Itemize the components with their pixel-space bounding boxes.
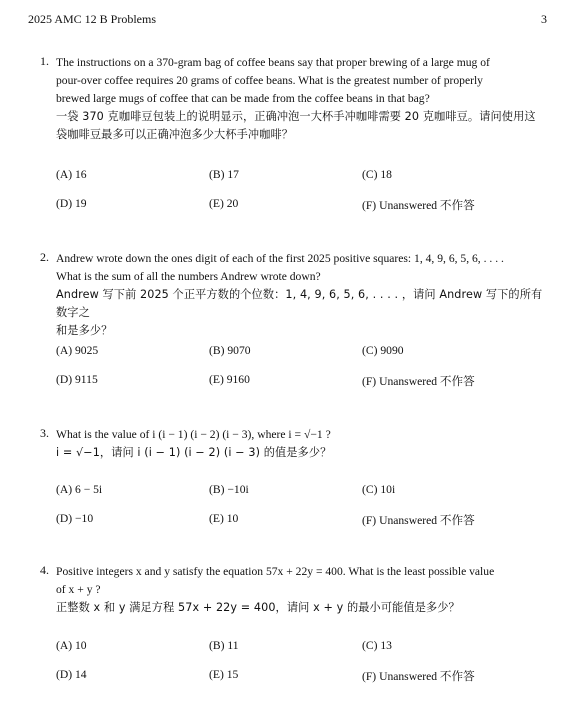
choice-f[interactable]: (F) Unanswered 不作答 xyxy=(362,514,475,527)
problem-1 xyxy=(40,54,550,224)
choice-e[interactable]: (E) 20 xyxy=(209,197,239,210)
choice-a[interactable]: (A) 6 − 5i xyxy=(56,483,103,496)
problem-text xyxy=(56,426,550,462)
choice-c[interactable]: (C) 9090 xyxy=(362,344,404,357)
english-line: of x + y ? xyxy=(56,583,101,596)
problem-number: 2. xyxy=(40,250,49,264)
chinese-line: Andrew 写下前 2025 个正平方数的个位数：1, 4, 9, 6, 5, 6, . . . . ，请问 Andrew 写下的所有数字之 xyxy=(56,288,543,319)
english-line: brewed large mugs of coffee that can be made from the coffee beans in that bag? xyxy=(56,92,430,105)
choice-a[interactable]: (A) 9025 xyxy=(56,344,99,357)
choice-c[interactable]: (C) 13 xyxy=(362,639,392,652)
choice-e[interactable]: (E) 10 xyxy=(209,512,239,525)
problem-4 xyxy=(40,563,550,703)
choice-b[interactable]: (B) 9070 xyxy=(209,344,251,357)
choice-b[interactable]: (B) 17 xyxy=(209,168,239,181)
choice-b[interactable]: (B) 11 xyxy=(209,639,239,652)
problem-text xyxy=(56,250,550,340)
page-header xyxy=(28,12,547,28)
chinese-line: 正整数 x 和 y 满足方程 57x + 22y = 400，请问 x + y 的最小可能值是多少？ xyxy=(56,601,460,614)
problem-text xyxy=(56,563,550,617)
chinese-line: i = √−1，请问 i (i − 1) (i − 2) (i − 3) 的值是多少？ xyxy=(56,446,332,459)
document-title: 2025 AMC 12 B Problems xyxy=(28,12,157,26)
english-line: Andrew wrote down the ones digit of each of the first 2025 positive squares: 1, 4, 9, 6, 5, 6, . . . . xyxy=(56,252,504,265)
choice-a[interactable]: (A) 10 xyxy=(56,639,87,652)
choice-e[interactable]: (E) 9160 xyxy=(209,373,250,386)
choice-d[interactable]: (D) 14 xyxy=(56,668,87,681)
choice-f[interactable]: (F) Unanswered 不作答 xyxy=(362,670,475,683)
choice-b[interactable]: (B) −10i xyxy=(209,483,249,496)
english-line: What is the sum of all the numbers Andrew wrote down? xyxy=(56,270,321,283)
chinese-line: 袋咖啡豆最多可以正确冲泡多少大杯手冲咖啡？ xyxy=(56,128,294,141)
choice-f[interactable]: (F) Unanswered 不作答 xyxy=(362,375,475,388)
choice-d[interactable]: (D) −10 xyxy=(56,512,94,525)
problem-2 xyxy=(40,250,550,400)
english-line: pour-over coffee requires 20 grams of coffee beans. What is the greatest number of properly xyxy=(56,74,483,87)
problem-3 xyxy=(40,426,550,546)
english-line: The instructions on a 370-gram bag of coffee beans say that proper brewing of a large mug of xyxy=(56,56,490,69)
english-line: Positive integers x and y satisfy the equation 57x + 22y = 400. What is the least possible value xyxy=(56,565,495,578)
problem-number: 3. xyxy=(40,426,49,440)
english-line: What is the value of i (i − 1) (i − 2) (i − 3), where i = √−1 ? xyxy=(56,428,331,441)
choice-f[interactable]: (F) Unanswered 不作答 xyxy=(362,199,475,212)
choice-d[interactable]: (D) 9115 xyxy=(56,373,98,386)
chinese-line: 一袋 370 克咖啡豆包装上的说明显示，正确冲泡一大杯手冲咖啡需要 20 克咖啡豆。请问使用这 xyxy=(56,110,536,123)
chinese-line: 和是多少？ xyxy=(56,324,113,337)
problem-number: 4. xyxy=(40,563,49,577)
page-number: 3 xyxy=(541,12,547,26)
choice-c[interactable]: (C) 10i xyxy=(362,483,396,496)
problem-number: 1. xyxy=(40,54,49,68)
choice-a[interactable]: (A) 16 xyxy=(56,168,87,181)
choice-e[interactable]: (E) 15 xyxy=(209,668,239,681)
choice-d[interactable]: (D) 19 xyxy=(56,197,87,210)
choice-c[interactable]: (C) 18 xyxy=(362,168,392,181)
problem-text xyxy=(56,54,550,144)
